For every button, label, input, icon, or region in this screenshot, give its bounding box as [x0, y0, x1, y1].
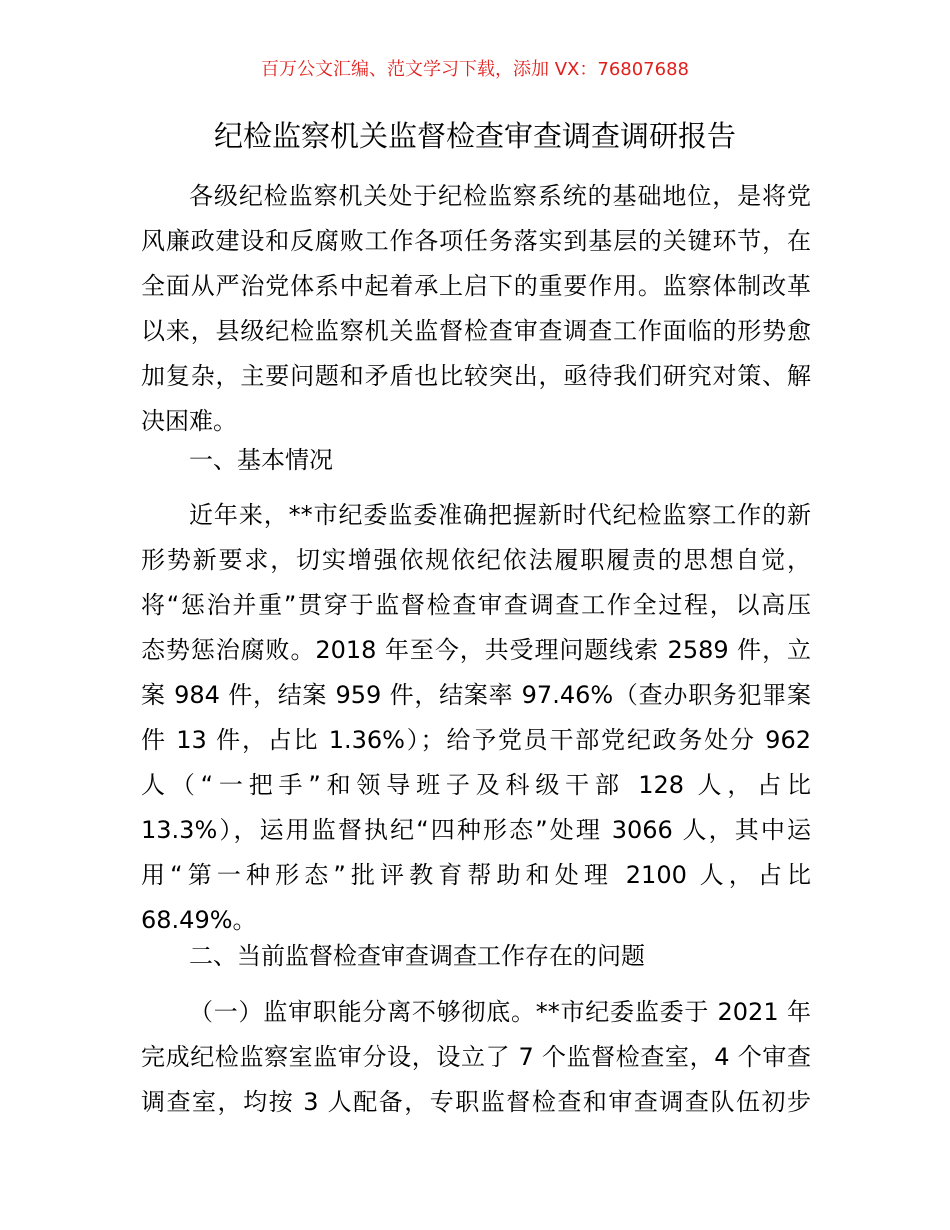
intro-line: 以来，县级纪检监察机关监督检查审查调查工作面临的形势愈	[141, 317, 811, 345]
body-line: 调查室，均按 3 人配备，专职监督检查和审查调查队伍初步	[141, 1088, 811, 1116]
body-line: 将“惩治并重”贯穿于监督检查审查调查工作全过程，以高压	[141, 591, 811, 619]
body-line: 件 13 件，占比 1.36%）；给予党员干部党纪政务处分 962	[141, 726, 811, 754]
body-line: 形势新要求，切实增强依规依纪依法履职履责的思想自觉，	[141, 546, 811, 574]
body-line: 近年来，**市纪委监委准确把握新时代纪检监察工作的新	[189, 501, 811, 529]
body-line: 13.3%），运用监督执纪“四种形态”处理 3066 人，其中运	[141, 816, 811, 844]
document-title: 纪检监察机关监督检查审查调查调研报告	[213, 119, 736, 153]
problems-paragraph	[141, 990, 811, 1125]
section-heading-basic-situation: 一、基本情况	[189, 446, 333, 474]
body-line: 用“第一种形态”批评教育帮助和处理 2100 人，占比	[141, 861, 811, 889]
body-line: 完成纪检监察室监审分设，设立了 7 个监督检查室，4 个审查	[141, 1043, 811, 1071]
body-line: 态势惩治腐败。2018 年至今，共受理问题线索 2589 件，立	[141, 636, 811, 664]
watermark-banner: 百万公文汇编、范文学习下载，添加 VX：76807688	[261, 59, 689, 80]
body-line: 68.49%。	[141, 906, 257, 934]
intro-line: 加复杂，主要问题和矛盾也比较突出，亟待我们研究对策、解	[141, 362, 811, 390]
intro-line: 风廉政建设和反腐败工作各项任务落实到基层的关键环节，在	[141, 227, 811, 255]
basic-situation-paragraph	[141, 493, 811, 943]
section-heading-problems: 二、当前监督检查审查调查工作存在的问题	[189, 942, 645, 970]
body-line: 人（“一把手”和领导班子及科级干部 128 人，占比	[141, 771, 811, 799]
intro-line: 各级纪检监察机关处于纪检监察系统的基础地位，是将党	[189, 182, 811, 210]
intro-line: 全面从严治党体系中起着承上启下的重要作用。监察体制改革	[141, 272, 811, 300]
body-line: 案 984 件，结案 959 件，结案率 97.46%（查办职务犯罪案	[141, 681, 811, 709]
body-line: （一）监审职能分离不够彻底。**市纪委监委于 2021 年	[189, 998, 811, 1026]
intro-line: 决困难。	[141, 407, 237, 435]
intro-paragraph	[141, 174, 811, 444]
